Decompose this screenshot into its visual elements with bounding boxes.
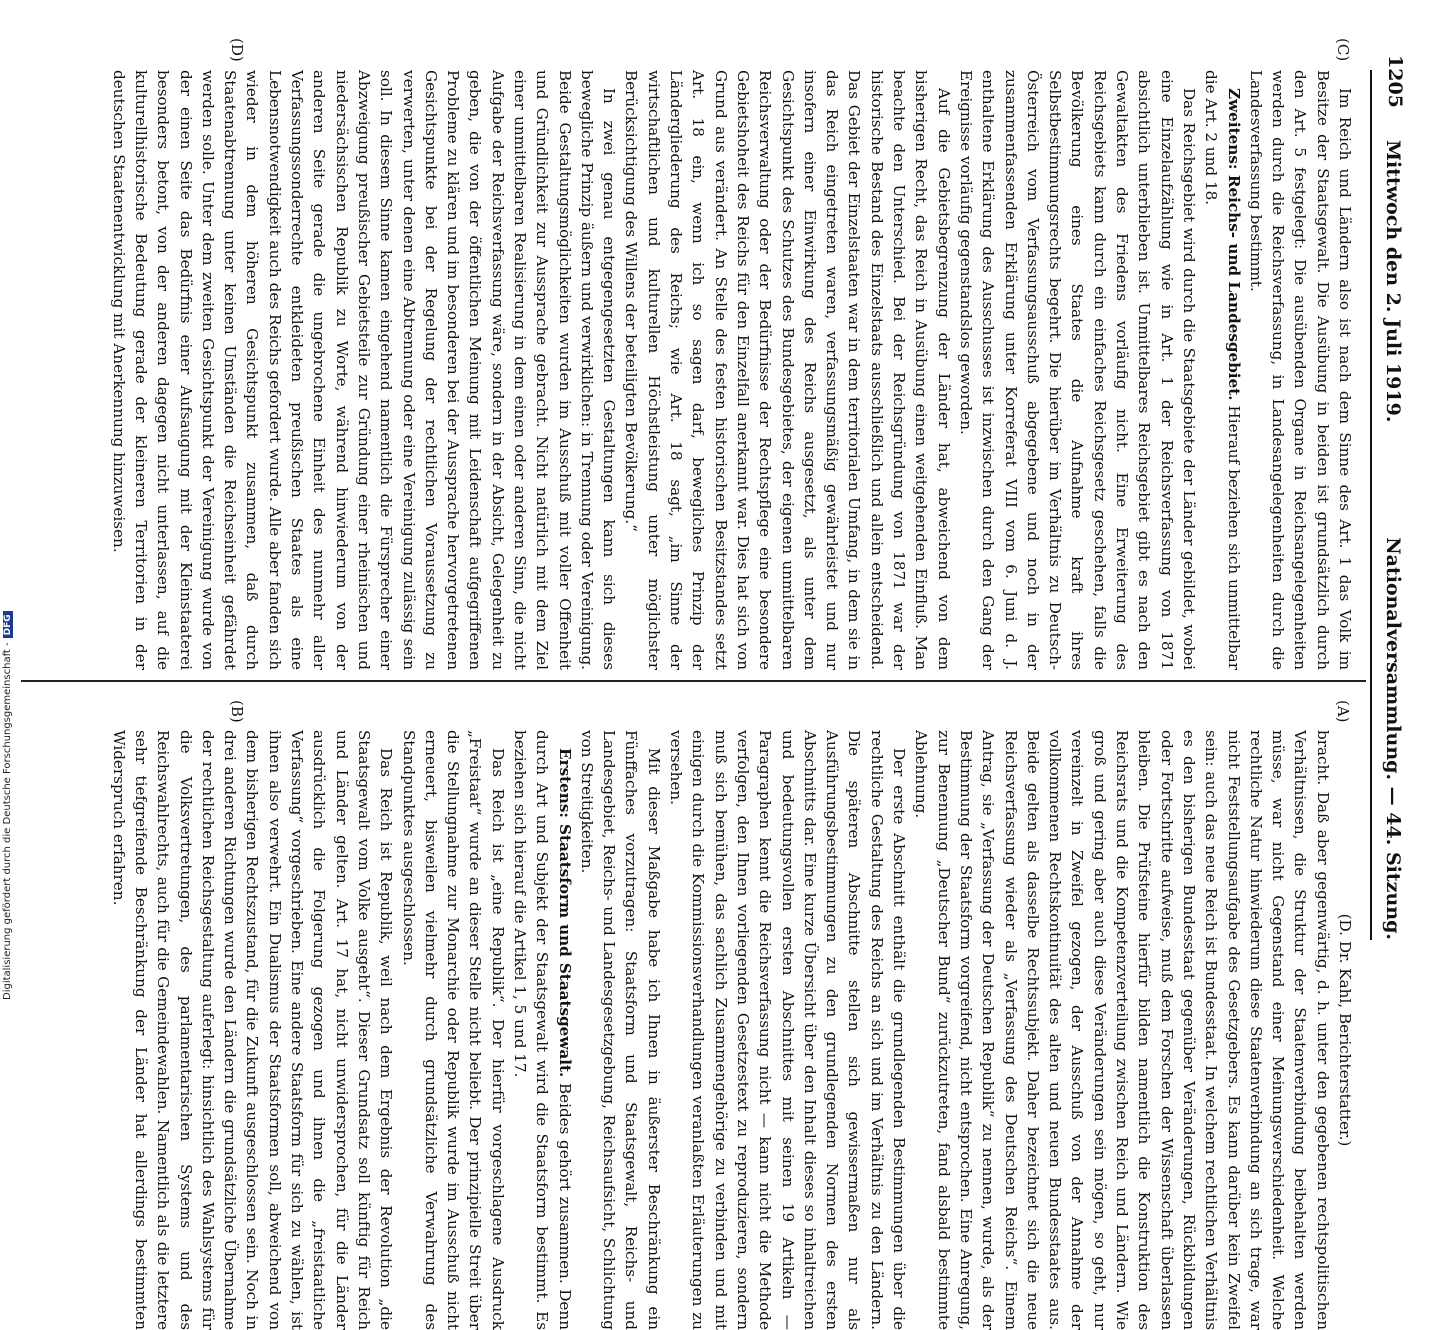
dfg-logo: DFG	[3, 611, 13, 638]
paragraph: Auf die Gebietsbegrenzung der Länder hat, abweichend von dem bisherigen Recht, das Reich in Ausübung einen weitgehenden Einfluß. Man beachte den Unterschied. Bei der Reichsgründung von 1871 war der historische Bestand des Einzelstaats ausschließlich und allein entscheidend. Das Gebiet der Einzelstaaten war in dem territorialen Umfang, in dem sie in das Reich eingetreten waren, verfassungsmäßig gewährleistet und nur insofern einer Einwirkung des Reichs ausgesetzt, als unter dem Gesichtspunkt des Schutzes des Bundesgebietes, der eigenen unmittelbaren Reichsverwaltung oder der Bedürfnisse der Rechtspflege eine besondere Gebietshoheit des Reichs für den Einzelfall anerkannt war. Dies hat sich von Grund aus verändert. An Stelle des festen historischen Besitzstandes setzt Art. 18 ein, wenn ich so sagen darf, bewegliches Prinzip der Ländergliederung des Reichs; wie Art. 18 sagt, „im Sinne der wirtschaftlichen und kulturellen Höchstleistung unter möglichster Berücksichtigung des Willens der beteiligten Bevölkerung.“	[622, 70, 953, 670]
paragraph: Das Reich ist Republik, weil nach dem Ergebnis der Revolution „die Staatsgewalt vom Volke ausgeht“. Dieser Grundsatz soll künftig für Reich und Länder gelten. Art. 17 hat, nicht unwidersprochen, für die Länder ausdrücklich die Folgerung gezogen und ihnen die „freistaatliche Verfassung“ vorgeschrieben. Eine andere Staatsform für sich zu wählen, ist ihnen also verwehrt. Ein Dualismus der Staatsformen soll, abweichend von dem bisherigen Rechtszustand, für die Zukunft ausgeschlossen sein. Noch in drei anderen Richtungen wurde den Ländern die grundsätzliche Übernahme der rechtlichen Reichsgestaltung auferlegt: hinsichtlich des Wahlsystems für die Volksvertretungen, des parlamentarischen Systems und des Reichswahlrechts, auch für die Gemeindewahlen. Namentlich als die letztere sehr tiefgreifende Beschränkung der Länder hat allerdings bestimmten Widerspruch erfahren.	[109, 730, 396, 1330]
section-heading: Zweitens: Reichs- und Landesgebiet.	[1224, 88, 1243, 401]
paragraph: Hierauf beziehen sich unmittelbar die Art. 2 und 18.	[1202, 70, 1243, 670]
paragraph: Im Reich und Ländern also ist nach dem Sinne des Art. 1 das Volk im Besitze der Staatsgewalt. Die Ausübung in beiden ist grundsätzlich durch den Art. 5 festgelegt: Die ausübenden Organe in Reichsangelegenheiten werden durch die Reichsverfassung, in Landesangelegenheiten durch die Landesverfassung bestimmt.	[1246, 70, 1354, 670]
left-column	[26, 730, 1356, 1330]
digitization-credit	[2, 0, 16, 1000]
paragraph: Der erste Abschnitt enthält die grundlegenden Bestimmungen über die rechtliche Gestaltung des Reichs an sich und im Verhältnis zu den Ländern. Die späteren Abschnitte stellen sich gewissermaßen nur als Ausführungsbestimmungen zu den grundlegenden Normen des ersten Abschnitts dar. Eine kurze Übersicht über den Inhalt dieses so inhaltreichen und bedeutungsvollen ersten Abschnittes mit seinen 19 Artikeln — Paragraphen kennt die Reichsverfassung nicht — kann nicht die Methode verfolgen, den Ihnen vorliegenden Gesetzestext zu reproduzieren, sondern muß sich bemühen, das sachlich Zusammengehörige zu verbinden und mit einigen durch die Kommissionsverhandlungen veranlaßten Erläuterungen zu versehen.	[667, 730, 909, 1330]
column-divider	[21, 680, 1366, 682]
credit-text: Digitalisierung gefördert durch die Deutsche Forschungsgemeinschaft -	[2, 642, 13, 1000]
margin-mark-c: (C)	[1334, 38, 1352, 62]
page-number: 1205	[1384, 55, 1406, 108]
margin-mark-a: (A)	[1334, 700, 1352, 723]
paragraph: Das Reich ist „eine Republik“. Der hierfür vorgeschlagene Ausdruck „Freistaat“ wurde an dieser Stelle nicht beliebt. Der prinzipielle Streit über die Stellungnahme zur Monarchie oder Republik wurde im Ausschuß nicht erneuert, bisweilen vielmehr durch grundsätzliche Verwahrung des Standpunktes ausgeschlossen.	[399, 730, 507, 1330]
header-rule	[1370, 70, 1372, 940]
paragraph: Mit dieser Maßgabe habe ich Ihnen in äußerster Beschränkung ein Fünffaches vorzutragen: Staatsform und Staatsgewalt, Reichs- und Landesgebiet, Reichs- und Landesgesetzgebung, Reichsaufsicht, Schlichtung von Streitigkeiten.	[577, 730, 663, 1330]
speaker-line: (D. Dr. Kahl, Berichterstatter.)	[1336, 913, 1354, 1147]
margin-mark-b: (B)	[228, 700, 246, 723]
paragraph: In zwei genau entgegengesetzten Gestaltungen kann sich dieses bewegliche Prinzip äußern und verwirklichen: in Trennung oder Vereinigung. Beide Gestaltungsmöglichkeiten wurden im Ausschuß mit voller Offenheit und Gründlichkeit zur Aussprache gebracht. Nicht natürlich mit dem Ziel einer unmittelbaren Realisierung in dem einen oder anderen Sinn, die nicht Aufgabe der Reichsverfassung wäre, sondern in der Absicht, Gelegenheit zu geben, die von der öffentlichen Meinung mit Leidenschaft aufgegriffenen Probleme zu klären und im besonderen bei der Aussprache hervorgetretenen Gesichtspunkte bei der Regelung der rechtlichen Voraussetzung zu verwerten, unter denen eine Abtrennung oder eine Vereinigung zulässig sein soll. In diesem Sinne kamen eingehend namentlich die Fürsprecher einer Abzweigung preußischer Gebietsteile zur Gründung einer rheinischen und niedersächsischen Republik zu Worte, während hinwiederum von der anderen Seite gerade die ungebrochene Einheit des nunmehr aller Verfassungssonderrechte entkleideten preußischen Staates als eine Lebensnotwendigkeit auch des Reichs gefordert wurde. Alle aber fanden sich wieder in dem höheren Gesichtspunkt zusammen, daß durch Staatenabtrennung unter keinen Umständen die Reichseinheit gefährdet werden solle. Unter dem zweiten Gesichtspunkt der Vereinigung wurde von der einen Seite das Bedürfnis einer Aufsaugung mit der Kleinstaaterei besonders betont, von der anderen dagegen nicht unterlassen, auf die kulturellhistorische Bedeutung gerade der kleineren Territorien in der deutschen Staatenentwicklung mit Anerkennung hinzuweisen.	[109, 70, 619, 670]
running-head	[1378, 140, 1408, 940]
running-head-date: Mittwoch den 2. Juli 1919.	[1382, 140, 1404, 423]
paragraph: Das Reichsgebiet wird durch die Staatsgebiete der Länder gebildet, wobei eine Einzelaufzählung wie in Art. 1 der Reichsverfassung von 1871 absichtlich unterblieben ist. Unmittelbares Reichsgebiet gibt es nach den Gewaltakten des Friedens vorläufig nicht. Eine Erweiterung des Reichsgebiets kann durch ein einfaches Reichsgesetz geschehen, falls die Bevölkerung eines Staates die Aufnahme kraft ihres Selbstbestimmungsrechts begehrt. Die hierüber im Verhältnis zu Deutsch-Österreich vom Verfassungsausschuß abgegebene und noch in der zusammenfassenden Erklärung unter Korreferat VIII vom 6. Juni d. J. enthaltene Erklärung des Ausschusses ist inzwischen durch den Gang der Ereignisse vorläufig gegenstandslos geworden.	[956, 70, 1198, 670]
paragraph: bracht. Daß aber gegenwärtig, d. h. unter den gegebenen rechtspolitischen Verhältnissen, die Struktur der Staatenverbindung beibehalten werden müsse, war nicht Gegenstand einer Meinungsverschiedenheit. Welche rechtliche Natur hinwiederum diese Staatenverbindung an sich trage, war nicht Feststellungsaufgabe des Gesetzgebers. Es kann darüber kein Zweifel sein: auch das neue Reich ist Bundesstaat. In welchem rechtlichen Verhältnis es den bisherigen Bundesstaat gegenüber Veränderungen, Rückbildungen oder Fortschritte aufweise, muß dem Forschen der Wissenschaft überlassen bleiben. Die Prüfsteine hierfür bilden namentlich die Konstruktion des Reichsrats und die Kompetenzverteilung zwischen Reich und Ländern. Wie groß und gering aber auch diese Veränderungen sein mögen, so geht, nur vereinzelt in Zweifel gezogen, der Ausschuß von der Annahme der vollkommenen Rechtskontinuität des alten und neuen Bundesstaates aus. Beide gelten als dasselbe Rechtssubjekt. Daher bezeichnet sich die neue Reichsverfassung wieder als „Verfassung des Deutschen Reichs“. Einem Antrag, sie „Verfassung der Deutschen Republik“ zu nennen, wurde, als der Bestimmung der Staatsform vorgreifend, nicht entsprochen. Eine Anregung, zur Benennung „Deutscher Bund“ zurückzutreten, fand alsbald bestimmte Ablehnung.	[912, 730, 1332, 1330]
section-heading: Erstens: Staatsform und Staatsgewalt.	[555, 748, 574, 1078]
paragraph: Beides gehört zusammen. Denn durch Art und Subjekt der Staatsgewalt wird die Staatsform bestimmt. Es beziehen sich hierauf die Artikel 1, 5 und 17.	[511, 730, 574, 1330]
margin-mark-d: (D)	[228, 38, 246, 62]
right-column	[26, 70, 1356, 670]
running-head-title: Nationalversammlung. — 44. Sitzung.	[1382, 537, 1404, 940]
